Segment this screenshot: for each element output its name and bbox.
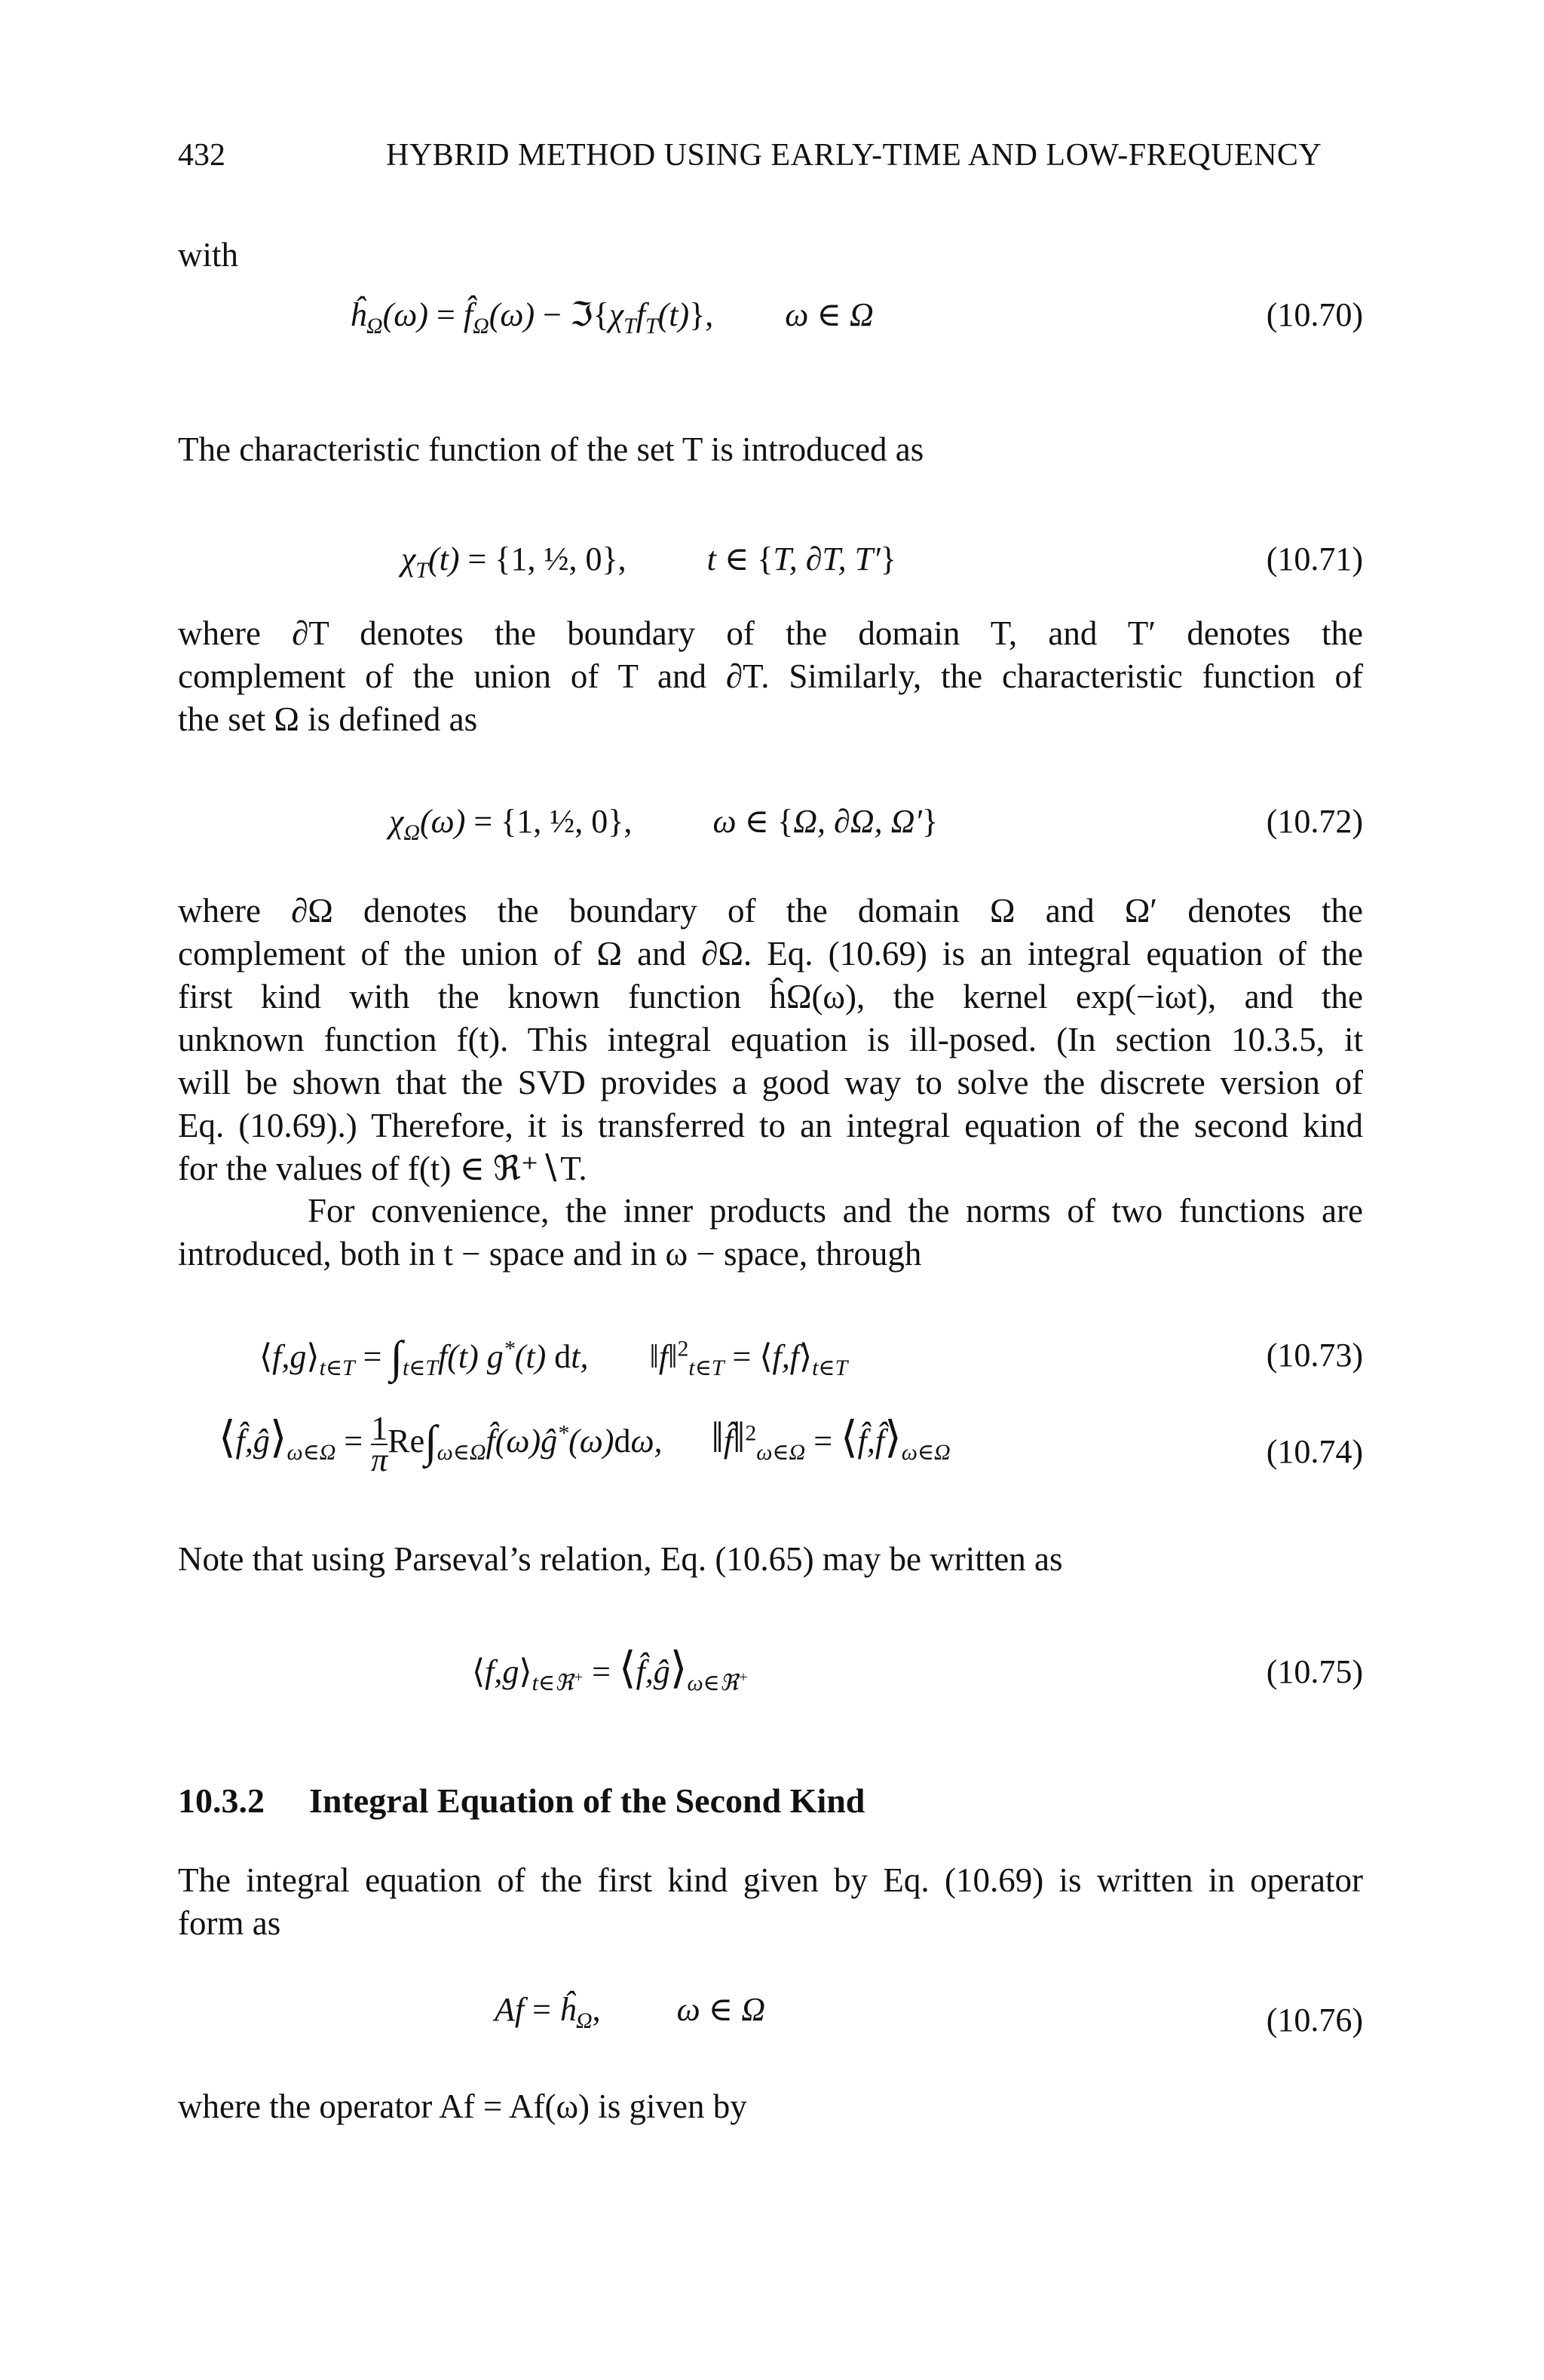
paragraph-operator — [178, 1859, 1363, 1945]
text-line: first kind with the known function ĥΩ(ω), the kernel exp(−iωt), and the — [178, 978, 1363, 1015]
text-line: unknown function f(t). This integral equation is ill-posed. (In section 10.3.5, it — [178, 1021, 1363, 1058]
equation-number-10-71: (10.71) — [1266, 541, 1363, 577]
paragraph-convenience — [178, 1190, 1363, 1276]
paragraph-boundary-Omega — [178, 890, 1363, 1190]
equation-10-72: $\chi_\Omega(\omega) = \{1$, ½, 0}, ω ∈ {Ω, ∂Ω, Ω′} — [389, 803, 939, 845]
section-title: Integral Equation of the Second Kind — [309, 1781, 865, 1820]
text-line: for the values of f(t) ∈ ℜ⁺∖T. — [178, 1150, 587, 1187]
text-with: with — [178, 236, 239, 274]
equation-10-71: $\chi_T(t) = \{1$, ½, 0}, t ∈ {T, ∂T, T′} — [401, 541, 896, 583]
text-line: form as — [178, 1904, 281, 1942]
text-line: introduced, both in t − space and in ω − space, through — [178, 1235, 922, 1273]
section-number: 10.3.2 — [178, 1781, 265, 1820]
equation-10-75: $⟨f,g⟩_{t\in ℜ^+}$ = $⟨f̂,ĝ⟩_{\omega\in ℜ^+}$ — [472, 1643, 749, 1695]
equation-10-70: $ĥ_\Omega(\omega)$ = $f̂_\Omega(\omega)$ − $ℑ\{\chi_Tf_T(t)\}$, ω ∈ Ω — [350, 296, 874, 338]
text-line: The integral equation of the first kind given by Eq. (10.69) is written in operator — [178, 1861, 1363, 1899]
text-line: complement of the union of Ω and ∂Ω. Eq. (10.69) is an integral equation of the — [178, 935, 1363, 973]
running-title: HYBRID METHOD USING EARLY-TIME AND LOW-FREQUENCY — [386, 138, 1322, 173]
text-line: where ∂Ω denotes the boundary of the domain Ω and Ω′ denotes the — [178, 892, 1363, 930]
text-line: will be shown that the SVD provides a good way to solve the discrete version of — [178, 1064, 1363, 1101]
equation-number-10-70: (10.70) — [1266, 296, 1363, 333]
paragraph-char-T: The characteristic function of the set T is introduced as — [178, 430, 924, 468]
paragraph-boundary-T — [178, 612, 1363, 741]
equation-number-10-74: (10.74) — [1266, 1433, 1363, 1470]
equation-10-73: $⟨f,g⟩_{t\in T} = \int_{t\in T}f(t)$ g*(t) dt, ‖f‖$^2_{t\in T}$ = $⟨f,f⟩_{t\in T}$ — [259, 1332, 848, 1382]
equation-number-10-76: (10.76) — [1266, 2002, 1363, 2038]
paragraph-parseval: Note that using Parseval’s relation, Eq. (10.65) may be written as — [178, 1540, 1063, 1578]
equation-number-10-72: (10.72) — [1266, 803, 1363, 840]
equation-10-74: $⟨f̂,ĝ⟩_{\omega\in\Omega}$ = $\frac{1}{\pi}$ $Re\int_{\omega\in\Omega}f̂(\omega)ĝ^*(\omega)d\omega$, ‖f̂‖$^2_{\omega\in\Omega}$ = $⟨f̂,f̂⟩_{\omega\in\Omega}$ — [219, 1409, 951, 1478]
text-line: where ∂T denotes the boundary of the domain T, and T′ denotes the — [178, 614, 1363, 652]
text-line: For convenience, the inner products and the norms of two functions are — [308, 1192, 1363, 1230]
text-line: complement of the union of T and ∂T. Similarly, the characteristic function of — [178, 657, 1363, 695]
page-number: 432 — [178, 138, 225, 173]
text-line: Eq. (10.69).) Therefore, it is transferred to an integral equation of the second kind — [178, 1107, 1363, 1144]
paragraph-where-operator: where the operator Af = Af(ω) is given by — [178, 2087, 747, 2125]
text-line: the set Ω is defined as — [178, 700, 478, 738]
equation-number-10-75: (10.75) — [1266, 1653, 1363, 1690]
equation-10-76: $Af = ĥ_\Omega$, ω ∈ Ω — [495, 1991, 766, 2033]
equation-number-10-73: (10.73) — [1266, 1337, 1363, 1374]
